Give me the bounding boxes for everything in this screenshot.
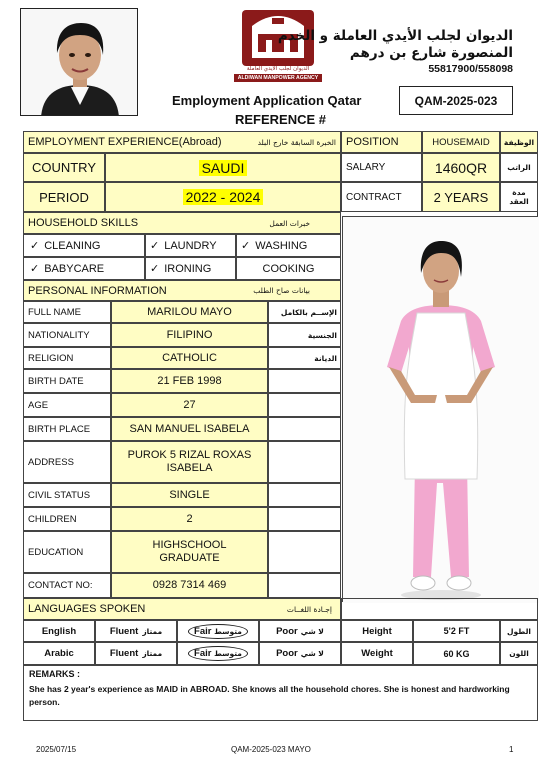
nationality-label-ar: الجنسية — [307, 330, 337, 340]
reference-number-box: QAM-2025-023 — [399, 86, 513, 115]
reference-label: REFERENCE # — [235, 112, 327, 127]
skill-cooking-label: COOKING — [262, 262, 315, 275]
salary-ar-cell — [500, 153, 538, 182]
weight-value: 60 KG — [443, 648, 470, 659]
birth-date-label: BIRTH DATE — [28, 375, 84, 387]
lang-english-poor: Poor — [276, 625, 298, 637]
lang-arabic-poor: Poor — [276, 648, 298, 659]
nationality-value: FILIPINO — [166, 328, 213, 341]
form-title: Employment Application Qatar — [172, 93, 362, 108]
agency-name-line2: المنصورة شارع بن درهم — [349, 45, 513, 61]
religion-value-cell — [111, 347, 268, 369]
experience-heading-en: EMPLOYMENT EXPERIENCE(Abroad) — [28, 136, 222, 148]
nationality-value-cell — [111, 323, 268, 347]
salary-label-ar: الراتب — [507, 163, 531, 172]
languages-heading-spacer — [341, 598, 538, 620]
lang-row-english-name — [23, 620, 95, 642]
age-value-cell — [111, 393, 268, 417]
contact-label: CONTACT NO: — [28, 580, 93, 591]
children-value-cell — [111, 507, 268, 531]
address-label-cell — [23, 441, 111, 483]
weight-label: Weight — [361, 648, 393, 659]
civil-status-label-cell — [23, 483, 111, 507]
education-label-cell — [23, 531, 111, 573]
weight-value-cell — [413, 642, 500, 665]
religion-label: RELIGION — [28, 352, 74, 364]
position-value: HOUSEMAID — [432, 136, 490, 148]
height-label-cell — [341, 620, 413, 642]
height-value: 5'2 FT — [443, 626, 470, 636]
address-value-cell — [111, 441, 268, 483]
lang-english-fluent: Fluent — [109, 625, 139, 637]
age-value: 27 — [183, 398, 196, 411]
lang-english-fair-ar: متوسط — [214, 626, 242, 636]
civil-status-ar-cell — [268, 483, 341, 507]
height-label-ar: الطول — [507, 626, 531, 636]
position-ar-cell — [500, 131, 538, 153]
footer-date: 2025/07/15 — [36, 745, 77, 754]
agency-name-line1: الديوان لجلب الأيدي العاملة و الخدم — [277, 28, 513, 44]
lang-arabic-fair: Fair — [194, 648, 212, 659]
skill-cleaning — [23, 234, 145, 257]
country-label-cell — [23, 153, 105, 182]
lang-arabic-fluent: Fluent — [109, 648, 139, 659]
skills-heading-en: HOUSEHOLD SKILLS — [28, 217, 139, 229]
position-label-cell — [341, 131, 422, 153]
birth-place-label: BIRTH PLACE — [28, 423, 91, 435]
period-label: PERIOD — [39, 189, 89, 205]
age-ar-cell — [268, 393, 341, 417]
contact-label-cell — [23, 573, 111, 598]
languages-heading — [23, 598, 341, 620]
headshot-image — [21, 9, 138, 116]
birth-place-value-cell — [111, 417, 268, 441]
lang-arabic-poor-cell — [259, 642, 341, 665]
weight-label-ar: اللون — [509, 649, 529, 658]
skill-babycare-label: ✓ BABYCARE — [44, 262, 105, 275]
address-ar-cell — [268, 441, 341, 483]
religion-label-cell — [23, 347, 111, 369]
skill-ironing — [145, 257, 236, 280]
education-value-cell — [111, 531, 268, 573]
education-value-line1: HIGHSCHOOL — [152, 539, 227, 551]
lang-english-label: English — [41, 625, 77, 637]
lang-arabic-fluent-ar: ممتاز — [142, 649, 163, 658]
country-value-cell — [105, 153, 341, 182]
period-value-cell — [105, 182, 341, 212]
children-ar-cell — [268, 507, 341, 531]
position-label: POSITION — [346, 136, 399, 148]
full-name-label: FULL NAME — [28, 306, 81, 318]
period-label-cell — [23, 182, 105, 212]
civil-status-label: CIVIL STATUS — [28, 489, 91, 501]
birth-place-value: SAN MANUEL ISABELA — [129, 422, 250, 435]
contract-label: CONTRACT — [346, 191, 402, 203]
salary-label: SALARY — [346, 162, 386, 173]
salary-label-cell — [341, 153, 422, 182]
country-value: SAUDI — [199, 160, 248, 176]
education-value-line2: GRADUATE — [159, 552, 220, 564]
lang-english-fair-selected — [188, 624, 248, 639]
lang-row-arabic-name — [23, 642, 95, 665]
applicant-headshot-photo — [20, 8, 138, 116]
logo-english-text: ALDIWAN MANPOWER AGENCY — [234, 74, 322, 82]
lang-english-fair: Fair — [194, 625, 212, 637]
full-name-value: MARILOU MAYO — [147, 305, 232, 318]
lang-arabic-fluent-cell — [95, 642, 177, 665]
skill-cooking — [236, 257, 341, 280]
birth-place-ar-cell — [268, 417, 341, 441]
country-label: COUNTRY — [31, 160, 97, 175]
skill-ironing-label: ✓ IRONING — [164, 262, 212, 275]
nationality-ar-cell — [268, 323, 341, 347]
lang-arabic-fair-cell — [177, 642, 259, 665]
birth-date-ar-cell — [268, 369, 341, 393]
lang-english-poor-cell — [259, 620, 341, 642]
lang-english-fluent-ar: ممتاز — [142, 626, 163, 636]
lang-english-poor-ar: لا شي — [300, 626, 324, 636]
nationality-label-cell — [23, 323, 111, 347]
languages-heading-ar: إجـادة اللغــات — [286, 604, 332, 614]
nationality-label: NATIONALITY — [28, 329, 90, 341]
salary-value: 1460QR — [434, 159, 488, 176]
skills-heading — [23, 212, 341, 234]
position-value-cell — [422, 131, 500, 153]
religion-ar-cell — [268, 347, 341, 369]
applicant-full-body-photo — [342, 216, 538, 602]
footer-doc-ref: QAM-2025-023 MAYO — [231, 745, 311, 754]
contract-label-ar: مدة العقد — [509, 188, 529, 206]
contract-ar-cell — [500, 182, 538, 212]
address-value-line2: ISABELA — [166, 462, 213, 474]
lang-english-fluent-cell — [95, 620, 177, 642]
salary-value-cell — [422, 153, 500, 182]
skill-cleaning-label: ✓ CLEANING — [44, 239, 101, 252]
address-label: ADDRESS — [28, 456, 74, 468]
contact-value-cell — [111, 573, 268, 598]
height-label: Height — [362, 625, 392, 637]
contact-value: 0928 7314 469 — [152, 579, 227, 591]
languages-heading-en: LANGUAGES SPOKEN — [28, 603, 146, 615]
footer-page-number: 1 — [509, 745, 514, 754]
agency-arabic-name — [278, 28, 513, 62]
agency-phone: 55817900/558098 — [428, 63, 513, 75]
full-name-label-ar: الإســم بالكامل — [280, 307, 337, 317]
skill-laundry — [145, 234, 236, 257]
skill-washing — [236, 234, 341, 257]
skills-heading-ar: خبرات العمل — [269, 218, 310, 228]
religion-value: CATHOLIC — [162, 351, 217, 364]
experience-heading-ar: الخبرة السابقة خارج البلد — [257, 137, 336, 147]
age-label: AGE — [28, 399, 49, 411]
birth-place-label-cell — [23, 417, 111, 441]
lang-arabic-fair-ar: متوسط — [214, 649, 242, 658]
contract-value-cell — [422, 182, 500, 212]
full-body-image — [343, 217, 539, 603]
education-ar-cell — [268, 531, 341, 573]
remarks-label: REMARKS : — [29, 669, 80, 679]
full-name-label-cell — [23, 301, 111, 323]
logo-arabic-text: الديوان لجلب الأيدي العاملة — [246, 66, 310, 72]
lang-arabic-fair-selected — [188, 646, 248, 661]
lang-english-fair-cell — [177, 620, 259, 642]
civil-status-value-cell — [111, 483, 268, 507]
contract-label-cell — [341, 182, 422, 212]
children-label-cell — [23, 507, 111, 531]
personal-heading — [23, 280, 341, 301]
full-name-ar-cell — [268, 301, 341, 323]
height-ar-cell — [500, 620, 538, 642]
contract-value: 2 YEARS — [433, 189, 489, 205]
weight-label-cell — [341, 642, 413, 665]
children-value: 2 — [186, 512, 193, 525]
remarks-text: She has 2 year's experience as MAID in ABROAD. She knows all the household chores. She is honest and hardworking person. — [29, 684, 510, 707]
personal-heading-en: PERSONAL INFORMATION — [28, 284, 167, 297]
lang-arabic-poor-ar: لا شي — [300, 649, 324, 658]
lang-arabic-label: Arabic — [44, 648, 74, 659]
remarks-section — [23, 665, 538, 721]
birth-date-value: 21 FEB 1998 — [157, 374, 222, 387]
height-value-cell — [413, 620, 500, 642]
birth-date-label-cell — [23, 369, 111, 393]
education-label: EDUCATION — [28, 546, 84, 558]
skill-washing-label: ✓ WASHING — [255, 239, 308, 252]
children-label: CHILDREN — [28, 513, 77, 525]
religion-label-ar: الديانة — [314, 353, 337, 363]
personal-heading-ar: بيانات صاح الطلب — [253, 286, 310, 295]
period-value: 2022 - 2024 — [183, 189, 264, 205]
contact-ar-cell — [268, 573, 341, 598]
full-name-value-cell — [111, 301, 268, 323]
skill-babycare — [23, 257, 145, 280]
civil-status-value: SINGLE — [169, 488, 210, 501]
weight-ar-cell — [500, 642, 538, 665]
experience-heading — [23, 131, 341, 153]
skill-laundry-label: ✓ LAUNDRY — [164, 239, 217, 252]
position-label-ar: الوظيفة — [503, 137, 535, 147]
birth-date-value-cell — [111, 369, 268, 393]
address-value-line1: PUROK 5 RIZAL ROXAS — [127, 449, 252, 461]
age-label-cell — [23, 393, 111, 417]
